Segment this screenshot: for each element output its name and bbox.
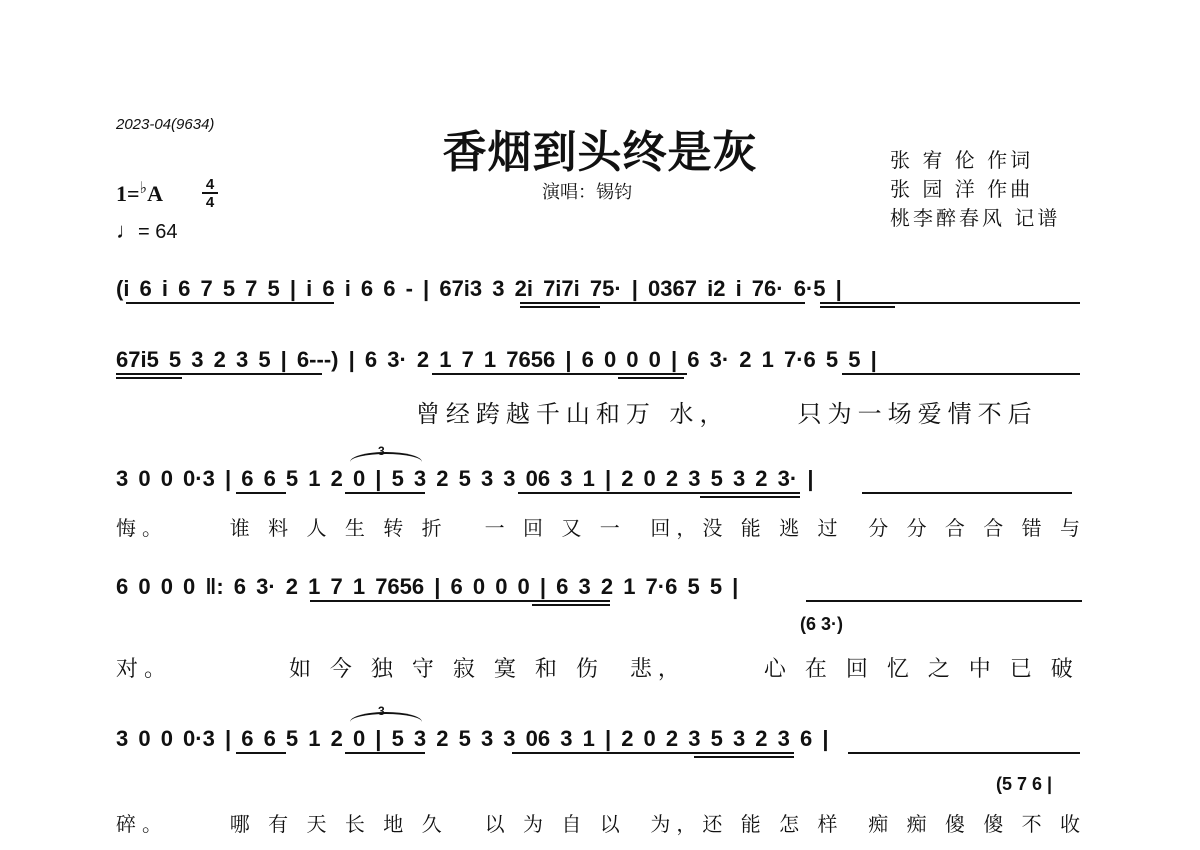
underline [806, 600, 1082, 602]
time-signature [200, 177, 220, 210]
lyric-row-4: 对。 如 今 独 守 寂 寞 和 伤 悲， 心 在 回 忆 之 中 已 破 [116, 657, 1079, 682]
lyric-row-3: 悔。 谁 料 人 生 转 折 一 回 又 一 回，没 能 逃 过 分 分 合 合 错 与 [116, 516, 1087, 540]
underline [820, 306, 895, 308]
key-note: A [147, 181, 163, 206]
time-top: 4 [205, 176, 215, 193]
underline [520, 302, 805, 304]
singer-credit: 演唱：锡钧 [542, 182, 632, 203]
alternate-notes: (6 3·) [800, 614, 844, 634]
underline [862, 492, 1072, 494]
underline [236, 752, 286, 754]
underline [520, 306, 600, 308]
underline [310, 600, 610, 602]
notes-row-2: 67i5 5 3 2 3 5 | 6---) | 6 3· 2 1 7 1 7656 | 6 0 0 0 | 6 3· 2 1 7·6 5 5 | [116, 347, 877, 372]
underline [432, 373, 687, 375]
credits-block [890, 146, 1060, 233]
triplet-mark: 3 [378, 444, 385, 458]
triplet-mark: 3 [378, 704, 385, 718]
flat-icon: ♭ [139, 180, 148, 197]
key-prefix: 1= [116, 181, 140, 206]
score-code: 2023-04(9634) [116, 116, 215, 133]
key-signature [116, 178, 163, 207]
underline [116, 373, 322, 375]
underline [345, 492, 425, 494]
lyricist-credit: 张 宥 伦 作词 [890, 148, 1034, 172]
notes-row-4: 6 0 0 0 ‖: 6 3· 2 1 7 1 7656 | 6 0 0 0 | 6 3 2 1 7·6 5 5 | [116, 574, 739, 599]
transcriber-credit: 桃李醉春风 记谱 [890, 206, 1061, 230]
underline [345, 752, 425, 754]
underline [820, 302, 1080, 304]
underline [518, 492, 800, 494]
triplet-bracket [350, 712, 422, 722]
underline [126, 302, 334, 304]
underline [618, 377, 684, 379]
underline [842, 373, 1080, 375]
song-title: 香烟到头终是灰 [442, 127, 758, 178]
notes-row-3: 3 0 0 0·3 | 6 6 5 1 2 0 | 5 3 2 5 3 3 06 3 1 | 2 0 2 3 5 3 2 3· | [116, 466, 814, 491]
composer-credit: 张 园 洋 作曲 [890, 177, 1034, 201]
underline [236, 492, 286, 494]
underline [512, 752, 794, 754]
underline [532, 604, 610, 606]
triplet-bracket [350, 452, 422, 462]
underline [848, 752, 1080, 754]
time-bottom: 4 [205, 194, 215, 211]
tempo-marking [116, 218, 177, 244]
alternate-notes: (5 7 6 | [996, 774, 1053, 794]
underline [700, 496, 800, 498]
quarter-note-icon: ♩ [116, 218, 138, 243]
notes-row-5: 3 0 0 0·3 | 6 6 5 1 2 0 | 5 3 2 5 3 3 06 3 1 | 2 0 2 3 5 3 2 3 6 | [116, 726, 829, 751]
notes-row-1: (i 6 i 6 7 5 7 5 | i 6 i 6 6 - | 67i3 3 2i 7i7i 75· | 0367 i2 i 76· 6·5 | [116, 276, 842, 301]
lyric-row-2: 曾经跨越千山和万 水， 只为一场爱情不后 [116, 400, 1038, 428]
lyric-row-5: 碎。 哪 有 天 长 地 久 以 为 自 以 为，还 能 怎 样 痴 痴 傻 傻 不 收 [116, 812, 1087, 836]
underline [116, 377, 182, 379]
tempo-value: = 64 [138, 221, 178, 243]
underline [694, 756, 794, 758]
